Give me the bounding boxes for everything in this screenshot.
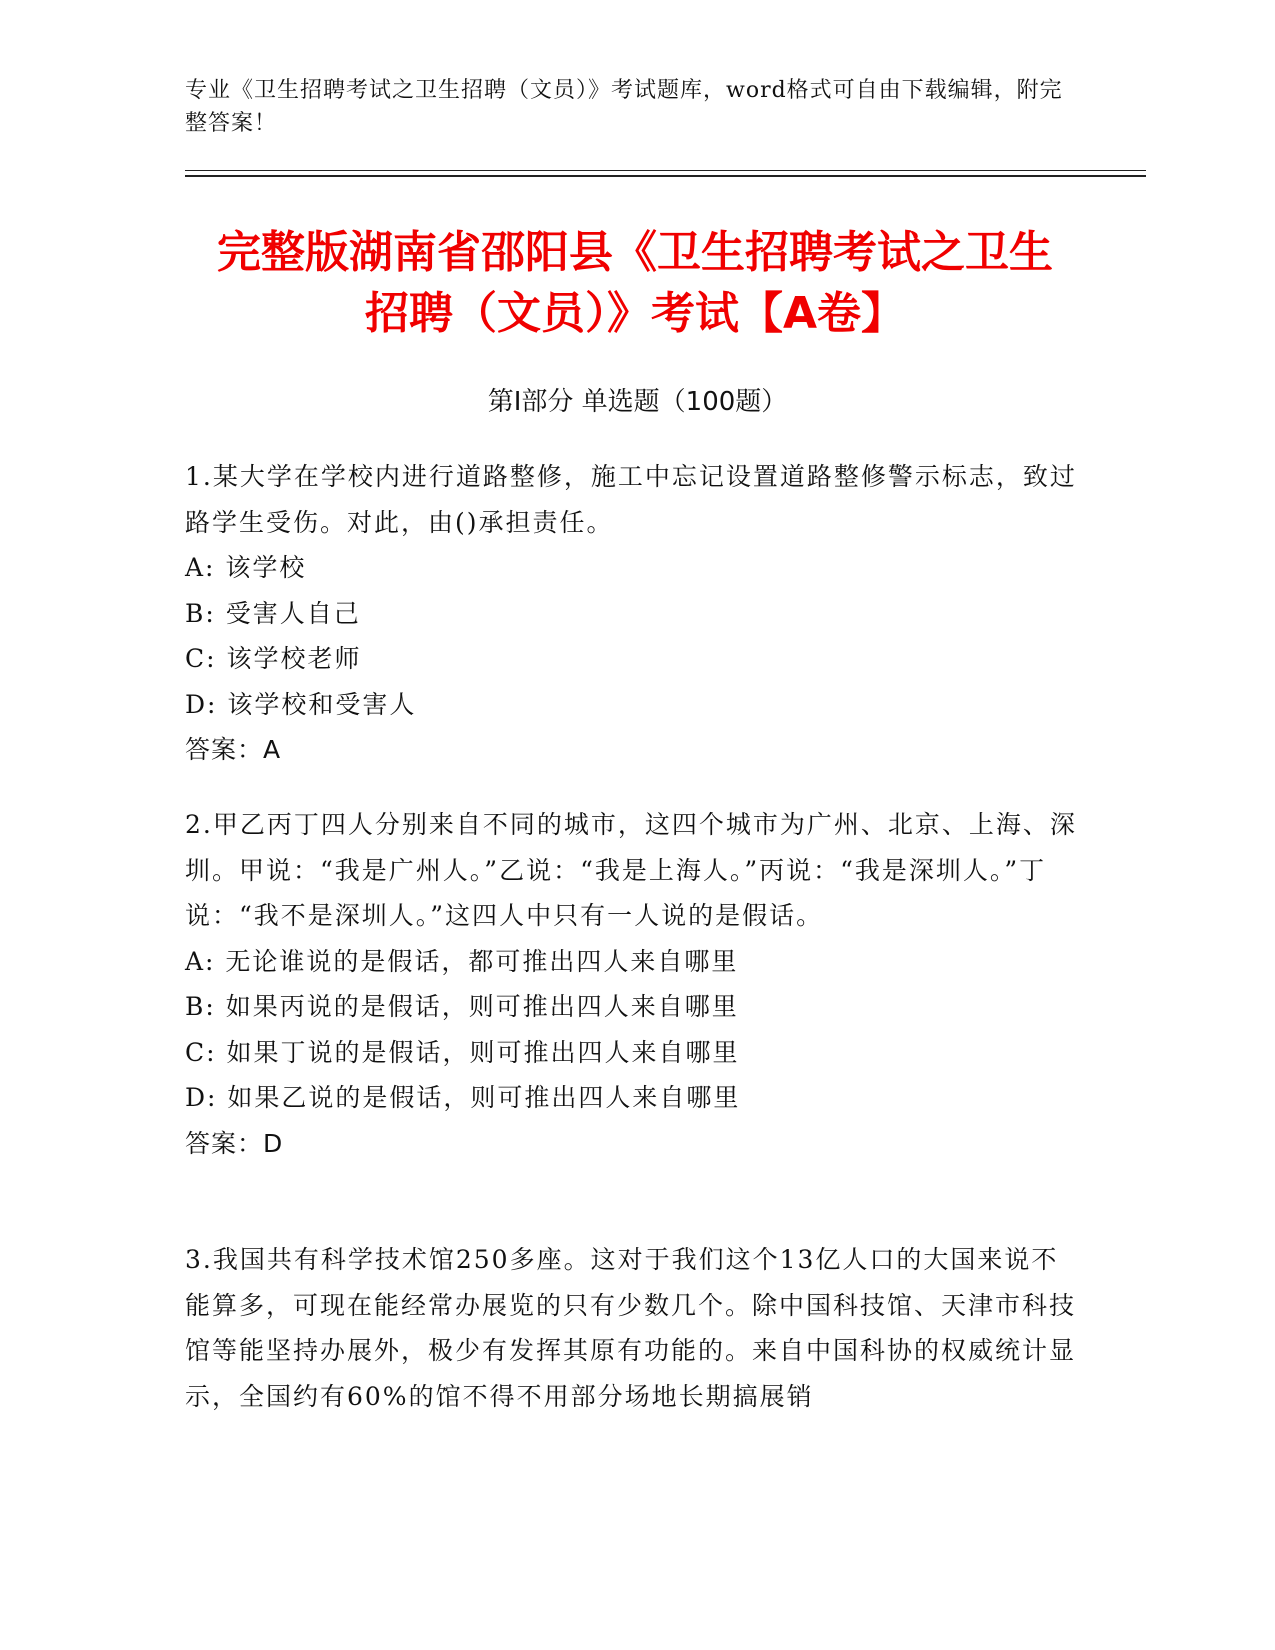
option-d: D: 该学校和受害人 [185,689,417,719]
answer-line: 答案：A [185,735,282,764]
question-stem: 1.某大学在学校内进行道路整修，施工中忘记设置道路整修警示标志，致过路学生受伤。对此，由()承担责任。 [185,462,1077,537]
option-d: D: 如果乙说的是假话，则可推出四人来自哪里 [185,1083,741,1112]
question-3 [185,1237,1085,1419]
option-b: B: 如果丙说的是假话，则可推出四人来自哪里 [185,992,739,1021]
header-note: 专业《卫生招聘考试之卫生招聘（文员）》考试题库，word格式可自由下载编辑，附完整答案！ [185,78,1063,136]
option-a: A: 该学校 [185,553,307,582]
question-stem: 2.甲乙丙丁四人分别来自不同的城市，这四个城市为广州、北京、上海、深圳。甲说：“我是广州人。”乙说：“我是上海人。”丙说：“我是深圳人。”丁说：“我不是深圳人。”这四人中只有一人说的是假话。 [185,810,1077,930]
section-title: 第I部分 单选题（100题） [487,387,788,417]
header-divider-thin [185,170,1146,171]
question-1 [185,454,1085,773]
option-c: C: 该学校老师 [185,644,362,673]
answer-line: 答案：D [185,1128,284,1158]
option-a: A: 无论谁说的是假话，都可推出四人来自哪里 [185,946,739,976]
question-stem: 3.我国共有科学技术馆250多座。这对于我们这个13亿人口的大国来说不能算多，可现在能经常办展览的只有少数几个。除中国科技馆、天津市科技馆等能坚持办展外，极少有发挥其原有功能的。来自中国科协的权威统计显示，全国约有60%的馆不得不用部分场地长期搞展销 [185,1245,1077,1411]
option-c: C: 如果丁说的是假话，则可推出四人来自哪里 [185,1037,740,1067]
question-2 [185,802,1085,1166]
document-title [140,222,1130,344]
document-title-line-2: 招聘（文员）》考试【A卷】 [364,288,906,339]
option-b: B: 受害人自己 [185,598,361,628]
header-divider-thick [185,175,1146,177]
document-title-line-1: 完整版湖南省邵阳县《卫生招聘考试之卫生 [217,227,1053,278]
